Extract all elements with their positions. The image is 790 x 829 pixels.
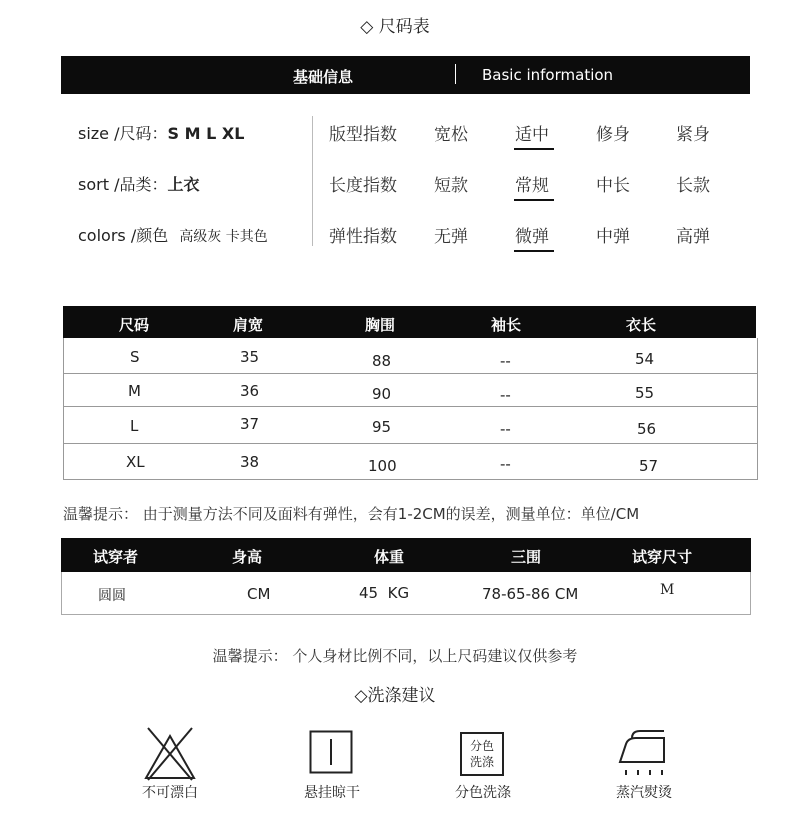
header-try-size: 试穿尺寸 bbox=[632, 548, 693, 566]
cell-shoulder: 37 bbox=[240, 415, 260, 433]
elastic-index-label: 弹性指数 bbox=[329, 227, 397, 247]
length-selected-underline bbox=[514, 199, 554, 201]
fit-index-label: 版型指数 bbox=[329, 125, 397, 145]
header-shoulder: 肩宽 bbox=[233, 316, 264, 334]
header-size: 尺码 bbox=[119, 316, 150, 334]
try-on-header bbox=[61, 538, 751, 572]
colors-label: colors /颜色 bbox=[78, 226, 169, 245]
fit-option: 紧身 bbox=[676, 125, 710, 145]
cell-length: 56 bbox=[637, 420, 657, 438]
no-bleach-icon bbox=[140, 724, 200, 782]
info-divider bbox=[312, 116, 313, 246]
bar-divider bbox=[455, 64, 456, 84]
cell-chest: 90 bbox=[372, 385, 392, 403]
header-height: 身高 bbox=[232, 548, 263, 566]
body-ratio-tip: 温馨提示： 个人身材比例不同，以上尺码建议仅供参考 bbox=[212, 647, 578, 665]
separate-wash-label: 分色洗涤 bbox=[455, 785, 511, 801]
separate-wash-icon-text: 分色 bbox=[469, 739, 494, 753]
elastic-option: 高弹 bbox=[676, 227, 710, 247]
basic-info-zh: 基础信息 bbox=[293, 68, 354, 86]
table-row bbox=[63, 444, 758, 480]
cell-chest: 88 bbox=[372, 352, 392, 370]
fit-option-selected: 适中 bbox=[515, 125, 549, 145]
elastic-selected-underline bbox=[514, 250, 554, 252]
cell-chest: 95 bbox=[372, 418, 392, 436]
basic-info-bar bbox=[61, 56, 750, 94]
cell-size: L bbox=[130, 417, 139, 435]
hang-dry-icon bbox=[309, 730, 353, 774]
cell-shoulder: 35 bbox=[240, 348, 260, 366]
cell-length: 57 bbox=[639, 457, 659, 475]
cell-size: XL bbox=[126, 453, 145, 471]
cell-shoulder: 36 bbox=[240, 382, 260, 400]
elastic-option: 中弹 bbox=[596, 227, 630, 247]
cell-sleeve: -- bbox=[500, 420, 511, 438]
no-bleach-label: 不可漂白 bbox=[142, 785, 198, 801]
header-measurements: 三围 bbox=[511, 548, 542, 566]
colors-value: 高级灰 卡其色 bbox=[179, 229, 268, 245]
sort-info bbox=[78, 172, 199, 195]
header-tester: 试穿者 bbox=[93, 548, 139, 566]
cell-weight: 45 KG bbox=[359, 584, 410, 602]
length-option: 长款 bbox=[676, 176, 710, 196]
cell-length: 54 bbox=[635, 350, 655, 368]
wash-title: ◇洗涤建议 bbox=[354, 686, 436, 706]
cell-sleeve: -- bbox=[500, 352, 511, 370]
steam-iron-label: 蒸汽熨烫 bbox=[616, 785, 672, 801]
cell-sleeve: -- bbox=[500, 455, 511, 473]
size-values: S M L XL bbox=[167, 124, 245, 143]
size-table-header bbox=[63, 306, 756, 338]
sort-label: sort /品类： bbox=[78, 175, 168, 194]
fit-option: 宽松 bbox=[434, 125, 468, 145]
sort-value: 上衣 bbox=[167, 175, 200, 194]
length-option: 中长 bbox=[596, 176, 630, 196]
cell-size: S bbox=[130, 348, 140, 366]
fit-selected-underline bbox=[514, 148, 554, 150]
steam-iron-icon bbox=[612, 726, 672, 780]
header-chest: 胸围 bbox=[365, 316, 396, 334]
elastic-option: 无弹 bbox=[434, 227, 468, 247]
measurement-tip: 温馨提示： 由于测量方法不同及面料有弹性，会有1-2CM的误差，测量单位：单位/CM bbox=[63, 505, 640, 523]
colors-info bbox=[78, 223, 268, 246]
size-info bbox=[78, 121, 244, 144]
size-label: size /尺码： bbox=[78, 124, 168, 143]
length-option: 短款 bbox=[434, 176, 468, 196]
length-index-label: 长度指数 bbox=[329, 176, 397, 196]
header-sleeve: 袖长 bbox=[491, 316, 522, 334]
cell-measurements: 78-65-86 CM bbox=[482, 585, 579, 603]
try-on-row bbox=[61, 572, 751, 615]
table-row bbox=[63, 338, 758, 374]
cell-tester: 圆圆 bbox=[98, 588, 126, 604]
hang-dry-label: 悬挂晾干 bbox=[304, 785, 360, 801]
cell-height: CM bbox=[247, 585, 271, 603]
page-title: ◇ 尺码表 bbox=[360, 17, 430, 37]
cell-chest: 100 bbox=[368, 457, 397, 475]
table-row bbox=[63, 407, 758, 444]
cell-size: M bbox=[128, 382, 141, 400]
cell-sleeve: -- bbox=[500, 386, 511, 404]
length-option-selected: 常规 bbox=[515, 176, 549, 196]
header-weight: 体重 bbox=[374, 548, 405, 566]
separate-wash-icon bbox=[460, 732, 504, 776]
header-length: 衣长 bbox=[626, 316, 657, 334]
separate-wash-icon-text: 洗涤 bbox=[469, 755, 494, 769]
table-row bbox=[63, 374, 758, 407]
elastic-option-selected: 微弹 bbox=[515, 227, 549, 247]
cell-length: 55 bbox=[635, 384, 655, 402]
basic-info-en: Basic information bbox=[482, 66, 614, 84]
fit-option: 修身 bbox=[596, 125, 630, 145]
cell-try-size: M bbox=[660, 582, 675, 598]
cell-shoulder: 38 bbox=[240, 453, 260, 471]
